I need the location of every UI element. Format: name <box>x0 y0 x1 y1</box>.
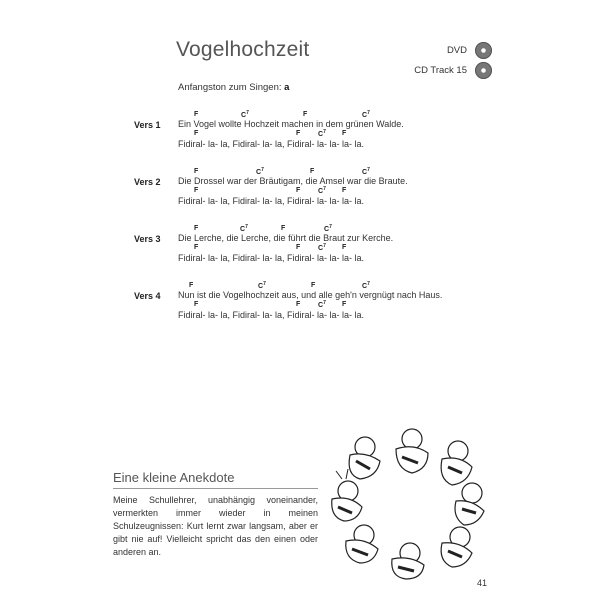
refrain-line: Fidiral- la- la, Fidiral- la- la, Fidiral- la- la- la- la. <box>178 253 365 263</box>
dvd-reference <box>447 42 492 59</box>
chord-c7: $C^7$ <box>240 224 248 233</box>
chord-c7: $C^7$ <box>362 281 370 290</box>
dvd-label: DVD <box>446 45 467 56</box>
start-tone-label: Anfangston zum Singen: <box>178 82 282 93</box>
child-figure <box>396 429 428 473</box>
verse-label: Vers 3 <box>134 234 161 244</box>
lyric-line: Die Drossel war der Bräutigam, die Amsel war die Braute. <box>178 176 408 186</box>
divider <box>113 488 318 489</box>
refrain-line: Fidiral- la- la, Fidiral- la- la, Fidiral- la- la- la- la. <box>178 310 365 320</box>
refrain-line: Fidiral- la- la, Fidiral- la- la, Fidiral- la- la- la- la. <box>178 139 365 149</box>
chord-f: F <box>194 225 199 232</box>
verse-label: Vers 2 <box>134 177 161 187</box>
chord-f: F <box>342 130 347 137</box>
chord-c7: $C^7$ <box>362 167 370 176</box>
child-figure <box>441 441 472 485</box>
chord-f: F <box>342 244 347 251</box>
start-tone <box>178 82 289 93</box>
chord-c7: $C^7$ <box>258 281 266 290</box>
start-tone-note: a <box>284 82 290 93</box>
chord-c7: $C^7$ <box>318 243 326 252</box>
lyric-line: Die Lerche, die Lerche, die führt die Braut zur Kerche. <box>178 233 394 243</box>
lyric-line: Nun ist die Vogelhochzeit aus, und alle geh'n vergnügt nach Haus. <box>178 290 443 300</box>
chord-c7: $C^7$ <box>324 224 332 233</box>
child-figure <box>392 543 424 579</box>
chord-f: F <box>296 301 301 308</box>
chord-f: F <box>296 130 301 137</box>
cd-track-label: CD Track 15 <box>414 65 467 76</box>
chord-f: F <box>310 168 315 175</box>
chord-c7: $C^7$ <box>241 110 249 119</box>
chord-f: F <box>194 111 199 118</box>
chord-f: F <box>281 225 286 232</box>
chord-c7: $C^7$ <box>318 186 326 195</box>
child-figure <box>349 437 380 479</box>
verse-block <box>0 281 600 325</box>
chord-f: F <box>189 282 194 289</box>
song-title: Vogelhochzeit <box>176 38 310 61</box>
lyric-line: Ein Vogel wollte Hochzeit machen in dem grünen Walde. <box>178 119 404 129</box>
child-figure <box>346 525 378 563</box>
child-figure <box>455 483 484 525</box>
page-number: 41 <box>477 578 488 588</box>
chord-f: F <box>194 187 199 194</box>
chord-f: F <box>194 301 199 308</box>
chord-c7: $C^7$ <box>318 129 326 138</box>
chord-f: F <box>303 111 308 118</box>
chord-f: F <box>194 130 199 137</box>
anecdote-heading: Eine kleine Anekdote <box>113 470 235 485</box>
chord-f: F <box>194 168 199 175</box>
verse-label: Vers 1 <box>134 120 161 130</box>
chord-c7: $C^7$ <box>318 300 326 309</box>
chord-c7: $C^7$ <box>362 110 370 119</box>
chord-c7: $C^7$ <box>256 167 264 176</box>
chord-f: F <box>311 282 316 289</box>
child-figure <box>441 527 472 567</box>
disc-icon <box>475 62 492 79</box>
chord-f: F <box>296 187 301 194</box>
chord-f: F <box>342 301 347 308</box>
chord-f: F <box>194 244 199 251</box>
disc-icon <box>475 42 492 59</box>
verse-block <box>0 110 600 154</box>
verse-label: Vers 4 <box>134 291 161 301</box>
verse-block <box>0 167 600 211</box>
chord-f: F <box>296 244 301 251</box>
verse-block <box>0 224 600 268</box>
chord-f: F <box>342 187 347 194</box>
cd-track-reference <box>414 62 492 79</box>
anecdote-paragraph: Meine Schullehrer, unabhängig voneinander, vermerkten immer wieder in meinen Schulzeugnissen: Kurt lernt zwar langsam, aber er gibt nie auf! Vielleicht spricht das den einen oder anderen an. <box>113 495 318 557</box>
refrain-line: Fidiral- la- la, Fidiral- la- la, Fidiral- la- la- la- la. <box>178 196 365 206</box>
children-circle-illustration <box>320 425 490 580</box>
